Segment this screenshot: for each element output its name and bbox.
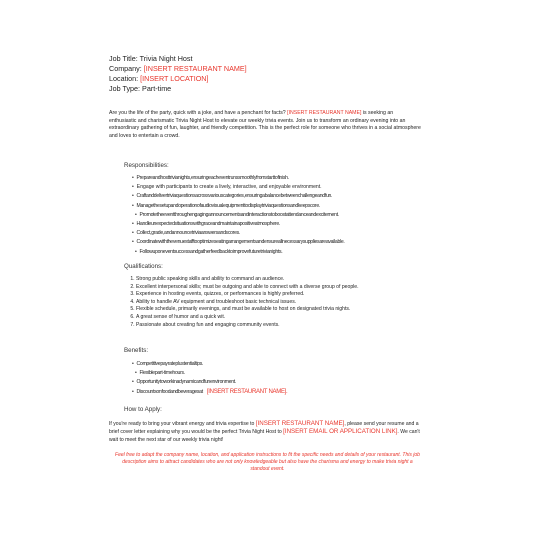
list-item: • Followuponeventsuccessandgatherfeedbacktoimprovefuturetrivianights.: [132, 248, 345, 257]
restaurant-placeholder: [INSERT RESTAURANT NAME]: [287, 110, 362, 116]
company-placeholder: [INSERT RESTAURANT NAME]: [143, 64, 247, 73]
list-item: • Discountsonfoodandbeveragesat [INSERT RESTAURANT NAME].: [132, 388, 287, 397]
qualifications-list: [124, 276, 359, 329]
qualifications-heading: Qualifications:: [124, 263, 163, 270]
list-item: 4. Ability to handle AV equipment and troubleshoot basic technical issues.: [136, 299, 359, 307]
list-item: 7. Passionate about creating fun and engaging community events.: [136, 322, 359, 330]
job-type: Job Type: Part-time: [109, 84, 172, 93]
location-placeholder: [INSERT LOCATION]: [140, 74, 209, 83]
list-item: • Coordinatewiththevenuestafftooptimizeseatingarrangementsandensureallnecessarysuppliesareavailable.: [132, 238, 345, 247]
restaurant-placeholder: [INSERT RESTAURANT NAME]: [255, 420, 345, 427]
list-item: • Competitivepayrateplustentialtips.: [132, 360, 287, 369]
list-item: 1. Strong public speaking skills and ability to command an audience.: [136, 276, 359, 284]
adaptation-note: Feel free to adapt the company name, location, and application instructions to fit the specific needs and details of your restaurant. This job description aims to attract candidates who are not only knowledgeable but also have the charisma and energy to make trivia night a standout event.: [115, 452, 420, 473]
benefits-heading: Benefits:: [124, 347, 149, 354]
list-item: • Managethesetupandoperationofaudiovisualequipmenttodisplaytriviaquestionsandkeepscore.: [132, 202, 345, 211]
job-title: Job Title: Trivia Night Host: [109, 54, 193, 63]
list-item: 5. Flexible schedule, primarily evenings, and must be available to host on designated trivia nights.: [136, 306, 359, 314]
responsibilities-heading: Responsibilities:: [124, 162, 169, 169]
list-item: • Promotetheeventthroughengagingannouncementsandinteractionstoboostattendanceandexcitement.: [132, 211, 345, 220]
responsibilities-list: [124, 174, 345, 257]
how-to-apply-heading: How to Apply:: [124, 406, 162, 413]
list-item: • Prepareandhosttrivianights,ensuringeacheventrunssmoothlyfromstarttofinish.: [132, 174, 345, 183]
benefits-list: [124, 360, 287, 397]
list-item: • Handleunexpectedsituationswithgraceandmaintainapositiveatmosphere.: [132, 220, 345, 229]
list-item: • Engage with participants to create a lively, interactive, and enjoyable environment.: [132, 183, 345, 192]
intro-paragraph: Are you the life of the party, quick with a joke, and have a penchant for facts? [INSERT RESTAURANT NAME] is seeking an enthusiastic and charismatic Trivia Night Host to elevate our weekly trivia events. Join us to transform an ordinary evening into an extraordinary gathering of fun, laughter, and friendly competition. This is the perfect role for someone who thrives in a social atmosphere and loves to entertain a crowd.: [109, 110, 421, 139]
list-item: 6. A great sense of humor and a quick wit.: [136, 314, 359, 322]
list-item: 3. Experience in hosting events, quizzes, or performances is highly preferred.: [136, 291, 359, 299]
company-line: Company: [INSERT RESTAURANT NAME]: [109, 64, 247, 73]
location-line: Location: [INSERT LOCATION]: [109, 74, 209, 83]
job-header: [109, 54, 247, 94]
apply-paragraph: If you're ready to bring your vibrant energy and trivia expertise to [INSERT RESTAURANT NAME], please send your resume and a brief cover letter explaining why you would be the perfect Trivia Night Host to [INSERT EMAIL OR APPLICATION LINK]. We can't wait to meet the next star of our weekly trivia night!: [109, 420, 420, 443]
restaurant-placeholder: [INSERT RESTAURANT NAME].: [206, 388, 288, 395]
list-item: • Flexiblepart-timehours.: [132, 369, 287, 378]
list-item: • Collect,grade,andannouncetriviaanswersandscores.: [132, 229, 345, 238]
list-item: • Opportunitytoworkinadynamicandfunenvironment.: [132, 378, 287, 387]
list-item: 2. Excellent interpersonal skills; must be outgoing and able to connect with a diverse group of people.: [136, 284, 359, 292]
email-placeholder: [INSERT EMAIL OR APPLICATION LINK]: [283, 428, 398, 435]
list-item: • Craftanddelivertriviaquestionsacrossvariouscategories,ensuringabalancebetweenchallengeandfun.: [132, 192, 345, 201]
